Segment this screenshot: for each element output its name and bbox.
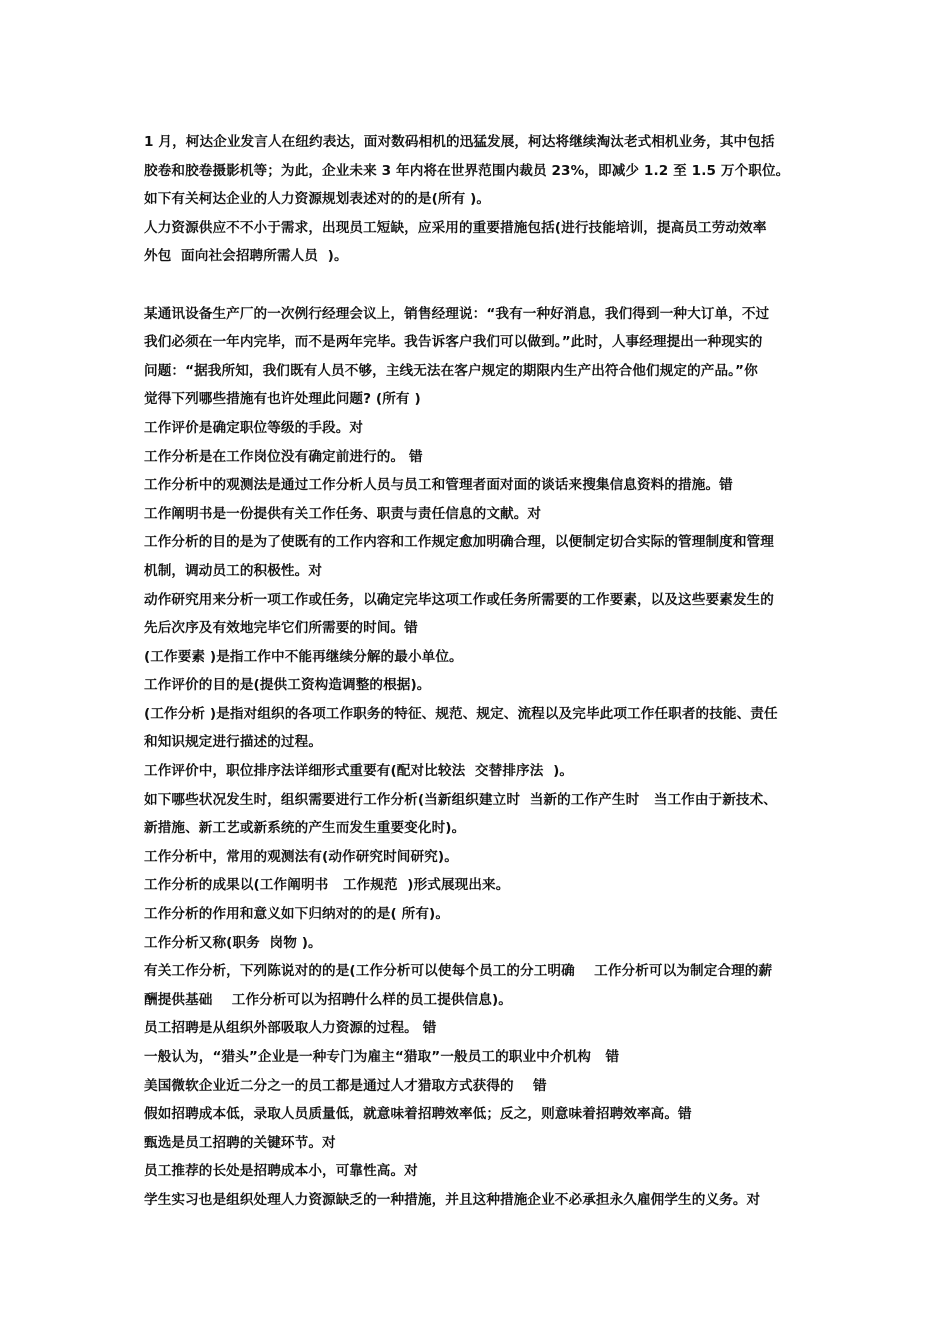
text-line: 工作分析的目的是为了使既有的工作内容和工作规定愈加明确合理，以便制定切合实际的管理制度和管理 [144, 534, 774, 551]
paragraph-gap [144, 271, 812, 300]
text-line: (工作分析 )是指对组织的各项工作职务的特征、规范、规定、流程以及完毕此项工作任职者的技能、责任 [144, 705, 778, 722]
text-line: 工作阐明书是一份提供有关工作任务、职责与责任信息的文献。对 [144, 505, 542, 522]
text-line: 工作分析又称(职务 岗物 )。 [144, 934, 322, 951]
text-line: 工作分析的成果以(工作阐明书 工作规范 )形式展现出来。 [144, 877, 510, 894]
text-line: 问题：“据我所知，我们既有人员不够，主线无法在客户规定的期限内生产出符合他们规定的产品。”你 [144, 362, 758, 379]
text-line: 工作分析的作用和意义如下归纳对的的是( 所有)。 [144, 906, 450, 923]
text-line: 先后次序及有效地完毕它们所需要的时间。错 [144, 620, 418, 637]
text-line: 一般认为，“猎头”企业是一种专门为雇主“猎取”一般员工的职业中介机构 错 [144, 1049, 620, 1065]
text-line: 新措施、新工艺或新系统的产生而发生重要变化时)。 [144, 820, 466, 837]
text-line: 我们必须在一年内完毕，而不是两年完毕。我告诉客户我们可以做到。”此时，人事经理提出一种现实的 [144, 334, 763, 351]
text-line: 动作研究用来分析一项工作或任务，以确定完毕这项工作或任务所需要的工作要素，以及这些要素发生的 [144, 591, 774, 608]
text-line: (工作要素 )是指工作中不能再继续分解的最小单位。 [144, 648, 463, 665]
text-line: 员工招聘是从组织外部吸取人力资源的过程。 错 [144, 1020, 437, 1037]
text-line: 某通讯设备生产厂的一次例行经理会议上，销售经理说：“我有一种好消息，我们得到一种大订单，不过 [144, 305, 770, 322]
text-line: 员工推荐的长处是招聘成本小，可靠性高。对 [144, 1163, 418, 1180]
text-line: 和知识规定进行描述的过程。 [144, 734, 323, 751]
text-line: 有关工作分析，下列陈说对的的是(工作分析可以使每个员工的分工明确 工作分析可以为制定合理的薪 [144, 963, 773, 980]
text-line: 工作分析是在工作岗位没有确定前进行的。 错 [144, 448, 423, 465]
text-line: 工作分析中的观测法是通过工作分析人员与员工和管理者面对面的谈话来搜集信息资料的措施。错 [144, 477, 733, 494]
text-line: 工作评价的目的是(提供工资构造调整的根据)。 [144, 677, 431, 694]
paragraph-kodak [144, 128, 812, 271]
text-line: 工作分析中，常用的观测法有(动作研究时间研究)。 [144, 848, 458, 865]
text-line: 美国微软企业近二分之一的员工都是通过人才猎取方式获得的 错 [144, 1077, 547, 1094]
text-line: 工作评价是确定职位等级的手段。对 [144, 419, 364, 436]
text-line: 胶卷和胶卷摄影机等；为此，企业未来 3 年内将在世界范围内裁员 23%，即减少 1.2 至 1.5 万个职位。 [144, 162, 790, 179]
text-line: 机制，调动员工的积极性。对 [144, 562, 323, 579]
text-line: 如下有关柯达企业的人力资源规划表述对的的是(所有 )。 [144, 191, 491, 208]
text-line: 外包 面向社会招聘所需人员 )。 [144, 248, 348, 265]
text-line: 工作评价中，职位排序法详细形式重要有(配对比较法 交替排序法 )。 [144, 763, 574, 780]
text-line: 人力资源供应不不小于需求，出现员工短缺，应采用的重要措施包括(进行技能培训，提高员工劳动效率 [144, 219, 767, 236]
text-line: 觉得下列哪些措施有也许处理此问题? (所有 ) [144, 391, 421, 408]
document-body [144, 128, 812, 1215]
paragraph-questions [144, 300, 812, 1215]
text-line: 学生实习也是组织处理人力资源缺乏的一种措施，并且这种措施企业不必承担永久雇佣学生的义务。对 [144, 1191, 761, 1208]
text-line: 1 月，柯达企业发言人在纽约表达，面对数码相机的迅猛发展，柯达将继续淘汰老式相机业务，其中包括 [144, 134, 775, 150]
text-line: 酬提供基础 工作分析可以为招聘什么样的员工提供信息)。 [144, 991, 512, 1008]
text-line: 假如招聘成本低，录取人员质量低，就意味着招聘效率低；反之，则意味着招聘效率高。错 [144, 1106, 692, 1123]
text-line: 如下哪些状况发生时，组织需要进行工作分析(当新组织建立时 当新的工作产生时 当工作由于新技术、 [144, 791, 777, 808]
text-line: 甄选是员工招聘的关键环节。对 [144, 1134, 336, 1151]
